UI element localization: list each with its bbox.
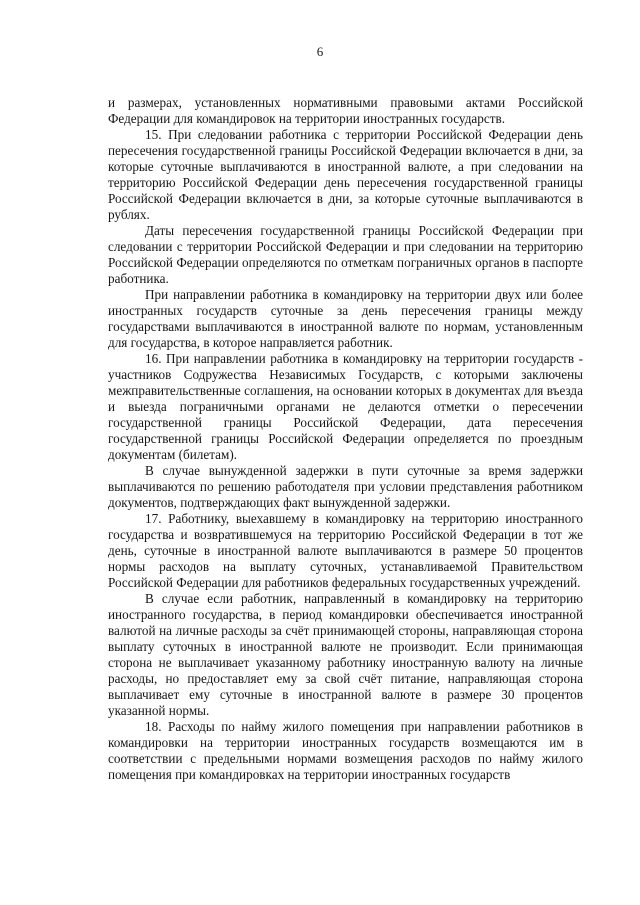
paragraph-clause-17: 17. Работнику, выехавшему в командировку на территорию иностранного государства и возвратившемуся на территорию Российской Федерации в тот же день, суточные в иностранной валюте выплачиваются в размере 50 процентов нормы расходов на выплату суточных, устанавливаемой Правительством Российской Федерации для работников федеральных государственных учреждений.	[108, 511, 583, 590]
document-body	[108, 95, 583, 783]
paragraph-clause-18: 18. Расходы по найму жилого помещения при направлении работников в командировки на территории иностранных государств возмещаются им в соответствии с предельными нормами возмещения расходов по найму жилого помещения при командировках на территории иностранных государств	[108, 719, 583, 782]
paragraph-multiple-countries: При направлении работника в командировку на территории двух или более иностранных государств суточные за день пересечения границы между государствами выплачиваются в иностранной валюте по нормам, установленным для государства, в которое направляется работник.	[108, 287, 583, 350]
paragraph-forced-delay: В случае вынужденной задержки в пути суточные за время задержки выплачиваются по решению работодателя при условии представления работником документов, подтверждающих факт вынужденной задержки.	[108, 463, 583, 510]
page-number: 6	[316, 44, 324, 59]
paragraph-clause-15: 15. При следовании работника с территории Российской Федерации день пересечения государственной границы Российской Федерации включается в дни, за которые суточные выплачиваются в иностранной валюте, а при следовании на территорию Российской Федерации день пересечения государственной границы Российской Федерации включается в дни, за которые суточные выплачиваются в рублях.	[108, 127, 583, 222]
paragraph-continuation: и размерах, установленных нормативными правовыми актами Российской Федерации для командировок на территории иностранных государств.	[108, 95, 583, 126]
paragraph-host-side-expenses: В случае если работник, направленный в командировку на территорию иностранного государства, в период командировки обеспечивается иностранной валютой на личные расходы за счёт принимающей стороны, направляющая сторона выплату суточных в иностранной валюте не производит. Если принимающая сторона не выплачивает указанному работнику иностранную валюту на личные расходы, но предоставляет ему за свой счёт питание, направляющая сторона выплачивает ему суточные в иностранной валюте в размере 30 процентов указанной нормы.	[108, 591, 583, 718]
paragraph-clause-16: 16. При направлении работника в командировку на территории государств - участников Содружества Независимых Государств, с которыми заключены межправительственные соглашения, на основании которых в документах для въезда и выезда пограничными органами не делаются отметки о пересечении государственной границы Российской Федерации, дата пересечения государственной границы Российской Федерации определяется по проездным документам (билетам).	[108, 351, 583, 462]
paragraph-border-crossing-dates: Даты пересечения государственной границы Российской Федерации при следовании с территории Российской Федерации и при следовании на территорию Российской Федерации определяются по отметкам пограничных органов в паспорте работника.	[108, 223, 583, 286]
